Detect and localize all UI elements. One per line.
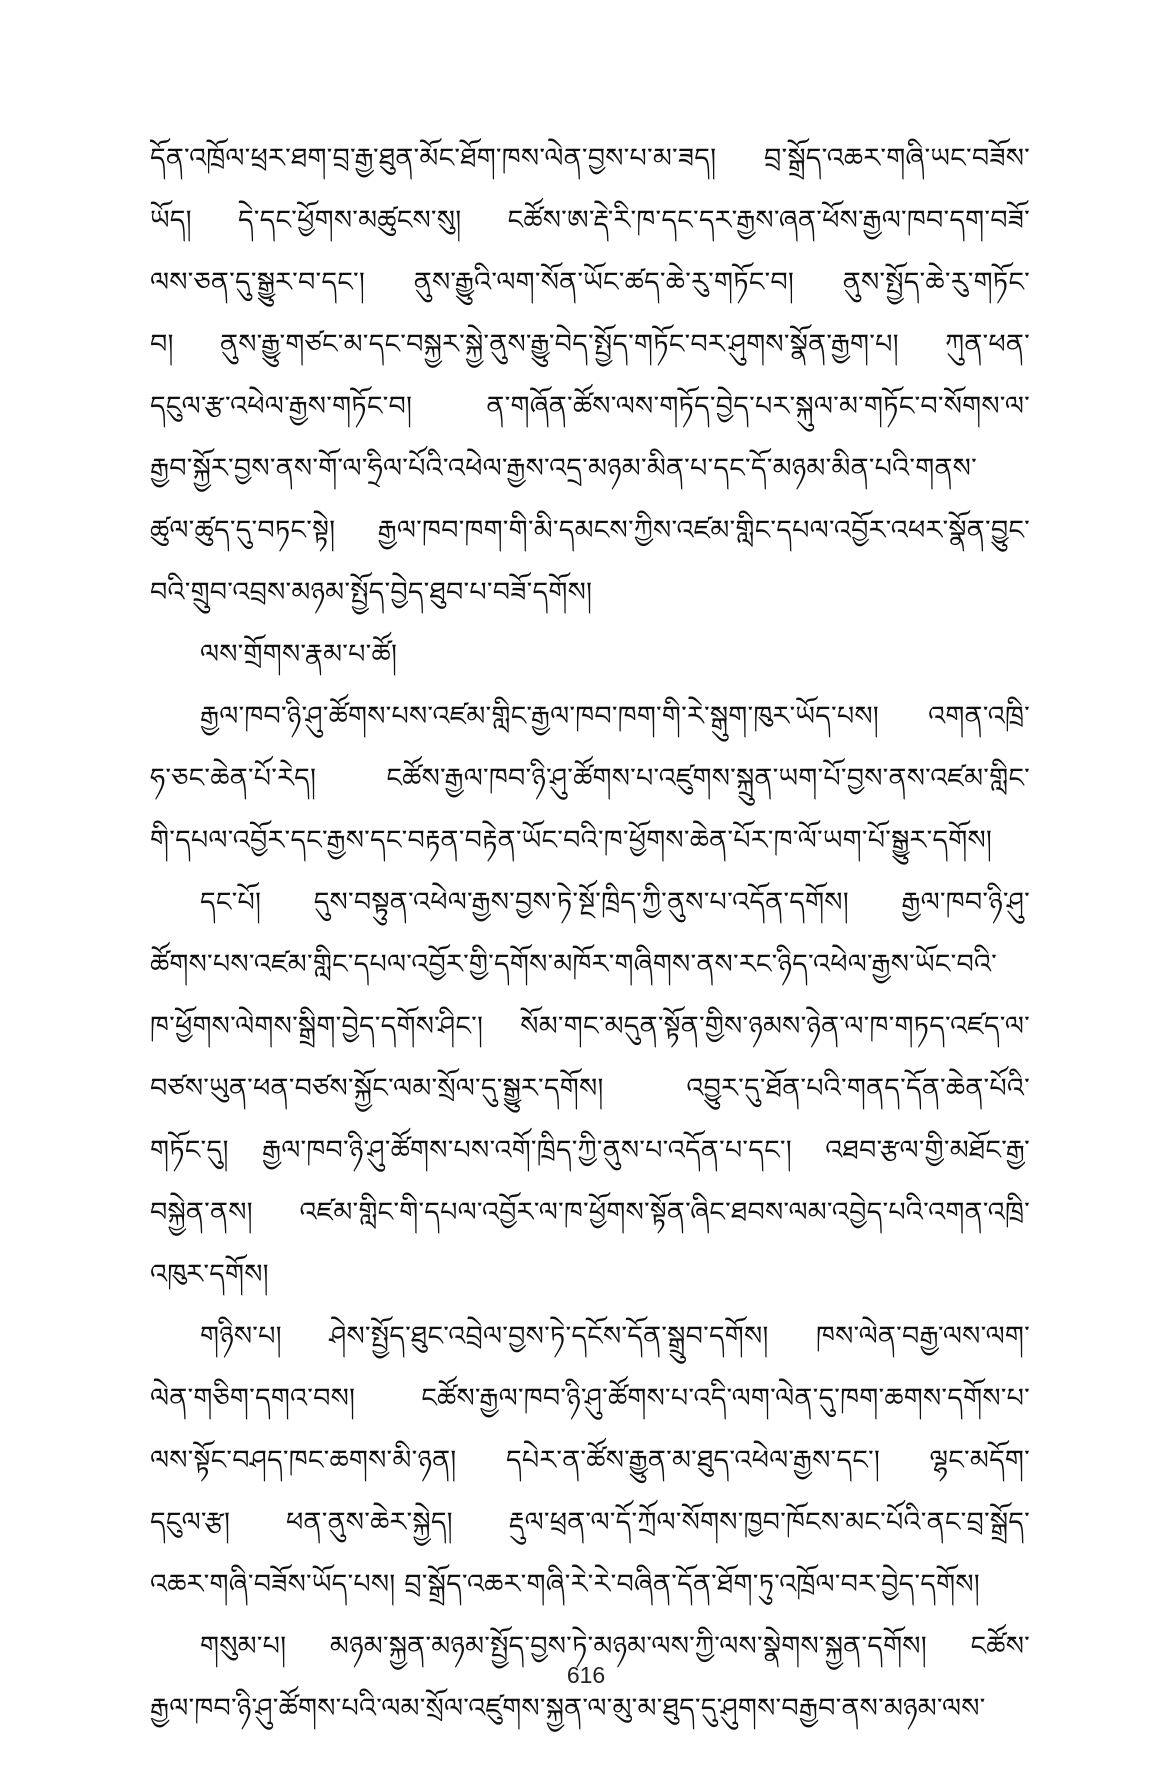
text-line: ཧ་ཅང་ཆེན་པོ་རེད། ངཚོས་རྒྱལ་ཁབ་ཉི་ཤུ་ཚོགས་པ་འཛུགས་སྐྲུན་ཡག་པོ་བྱས་ནས་འཛམ་གླིང་ — [150, 763, 1030, 794]
text-line: རྒྱལ་ཁབ་ཉི་ཤུ་ཚོགས་པའི་ལམ་སྲོལ་འཛུགས་སྐྱན་ལ་མུ་མ་ཐུད་དུ་ཤུགས་བརྒྱབ་ནས་མཉམ་ལས་ — [150, 1693, 986, 1724]
text-line: བཙས་ཡུན་ཕན་བཙས་སྐྱོང་ལམ་སྲོལ་དུ་སྒྱུར་དགོས། འབྱུར་དུ་ཐོན་པའི་གནད་དོན་ཆེན་པོའི་ — [150, 1073, 1030, 1104]
text-line: རྒྱབ་སྐྱོར་བྱས་ནས་གོ་ལ་ཧྲིལ་པོའི་འཕེལ་རྒྱས་འདྲ་མཉམ་མིན་པ་དང་དོ་མཉམ་མིན་པའི་གནས་ — [150, 453, 977, 484]
text-line: རྒྱལ་ཁབ་ཉི་ཤུ་ཚོགས་པས་འཛམ་གླིང་རྒྱལ་ཁབ་ཁག་གི་རེ་སྒུག་ཁུར་ཡོད་པས། འགན་འཁྲི་ — [200, 701, 1030, 732]
body-text — [150, 128, 1030, 1740]
text-line: ལས་སྟོང་བཤད་ཁང་ཆགས་མི་ཉན། དཔེར་ན་ཚོས་རྒྱུན་མ་ཐུད་འཕེལ་རྒྱས་དང་། ལྷང་མདོག་ — [150, 1445, 1030, 1476]
text-line: གཏོང་དུ། རྒྱལ་ཁབ་ཉི་ཤུ་ཚོགས་པས་འགོ་ཁྲིད་ཀྱི་ནུས་པ་འདོན་པ་དང་། འཐབ་རྩལ་གྱི་མཐོང་རྒྱ་ — [150, 1135, 1030, 1166]
text-line: འཆར་གཞི་བཟོས་ཡོད་པས། བྲ་སྒྲོད་འཆར་གཞི་རེ་རེ་བཞིན་དོན་ཐོག་ཏུ་འཁྲོལ་བར་བྱེད་དགོས། — [150, 1569, 980, 1600]
text-line: དོན་འཁྲོལ་ཕྲར་ཐག་བྲ་རྒྱ་ཐུན་མོང་ཐོག་ཁས་ལེན་བྱས་པ་མ་ཟད། བྲ་སྒྲོད་འཆར་གཞི་ཡང་བཟོས་ — [150, 143, 1030, 174]
text-line: དངུལ་རྩ་འཕེལ་རྒྱས་གཏོང་བ། ན་གཞོན་ཚོས་ལས་གཏོད་བྱེད་པར་སྐུལ་མ་གཏོང་བ་སོགས་ལ་ — [150, 391, 1030, 422]
text-line: གསུམ་པ། མཉམ་སྐྱན་མཉམ་སྤྱོད་བྱས་ཏེ་མཉམ་ལས་ཀྱི་ལས་སྣེགས་སྐྱན་དགོས། ངཚོས་ — [200, 1631, 1030, 1662]
text-line: བ། ནུས་རྒྱུ་གཙང་མ་དང་བསྐྱར་སྐྱེ་ནུས་རྒྱུ་བེད་སྤྱོད་གཏོང་བར་ཤུགས་སྣོན་རྒྱག་པ། ཀུན་ཕན་ — [150, 329, 1030, 360]
text-line: དངུལ་རྩ། ཕན་ནུས་ཆེར་སྐྱེད། རྡུལ་ཕྲན་ལ་དོ་ཀྲོལ་སོགས་ཁྱབ་ཁོངས་མང་པོའི་ནང་བྲ་སྒྲོད་ — [150, 1507, 1030, 1538]
text-line: བའི་གྲུབ་འབྲས་མཉམ་སྤྱོད་བྱེད་ཐུབ་པ་བཟོ་དགོས། — [150, 577, 593, 608]
text-line: ཡོད། དེ་དང་ཕྱོགས་མཚུངས་སུ། ངཚོས་ཨ་རྡེ་རི་ཁ་དང་དར་རྒྱས་ཞན་ཕོས་རྒྱལ་ཁབ་དག་བཟོ་ — [150, 205, 1030, 236]
text-line: དང་པོ། དུས་བསྟུན་འཕེལ་རྒྱས་བྱས་ཏེ་སྔོ་ཁྲིད་ཀྱི་ནུས་པ་འདོན་དགོས། རྒྱལ་ཁབ་ཉི་ཤུ་ — [200, 887, 1030, 918]
text-line: གཉིས་པ། ཤེས་སྤྱོད་ཐུང་འབྲེལ་བྱས་ཏེ་དངོས་དོན་སྒྲུབ་དགོས། ཁས་ལེན་བརྒྱ་ལས་ལག་ — [200, 1321, 1030, 1352]
text-line: གི་དཔལ་འབྱོར་དང་རྒྱས་དང་བརྟན་བརྟེན་ཡོང་བའི་ཁ་ཕྱོགས་ཆེན་པོར་ཁ་ལོ་ཡག་པོ་སྒྱུར་དགོས། — [150, 825, 993, 856]
text-line: ཚུལ་ཚུད་དུ་བཏང་སྟེ། རྒྱལ་ཁབ་ཁག་གི་མི་དམངས་ཀྱིས་འཛམ་གླིང་དཔལ་འབྱོར་འཕར་སྣོན་བྱུང་ — [150, 515, 1030, 546]
text-line: ལེན་གཅིག་དགའ་བས། ངཚོས་རྒྱལ་ཁབ་ཉི་ཤུ་ཚོགས་པ་འདི་ལག་ལེན་དུ་ཁག་ཆགས་དགོས་པ་ — [150, 1383, 1030, 1414]
text-line: བསྐྱེན་ནས། འཛམ་གླིང་གི་དཔལ་འབྱོར་ལ་ཁ་ཕྱོགས་སྟོན་ཞིང་ཐབས་ལམ་འབྱེད་པའི་འགན་འཁྲི་ — [150, 1197, 1030, 1228]
text-line: འཁུར་དགོས། — [150, 1259, 269, 1290]
section-heading: ལས་གྲོགས་རྣམ་པ་ཚོ། — [200, 639, 398, 670]
text-line: ཚོགས་པས་འཛམ་གླིང་དཔལ་འབྱོར་གྱི་དགོས་མཁོར་གཞིགས་ནས་རང་ཉིད་འཕེལ་རྒྱས་ཡོང་བའི་ — [150, 949, 998, 980]
text-line: ཁ་ཕྱོགས་ལེགས་སྒྲིག་བྱེད་དགོས་ཤིང་། སོམ་གང་མདུན་སྟོན་གྱིས་ཉམས་ཉེན་ལ་ཁ་གཏད་འཛད་ལ་ — [150, 1011, 1030, 1042]
page-number: 616 — [566, 1662, 606, 1688]
text-line: ལས་ཅན་དུ་སྒྱུར་བ་དང་། ནུས་རྒྱུའི་ལག་སོན་ཡོང་ཚད་ཆེ་རུ་གཏོང་བ། ནུས་སྤྱོད་ཆེ་རུ་གཏོང་ — [150, 267, 1030, 298]
